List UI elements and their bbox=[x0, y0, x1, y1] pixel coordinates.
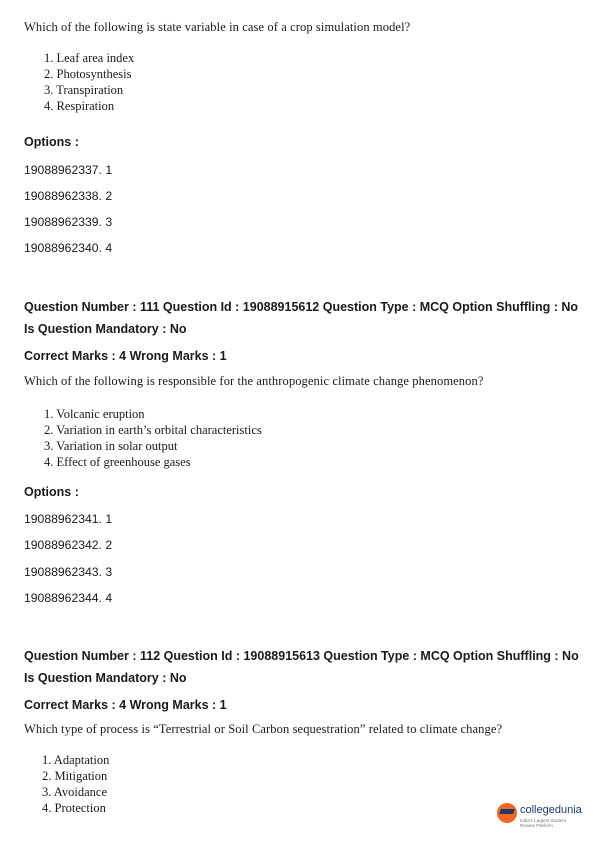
logo-name: collegedunia bbox=[520, 804, 582, 816]
question-marks: Correct Marks : 4 Wrong Marks : 1 bbox=[24, 698, 227, 712]
option-id: 19088962344. 4 bbox=[24, 591, 113, 605]
question-text: Which of the following is responsible for the anthropogenic climate change phenomenon? bbox=[24, 374, 484, 388]
option-id: 19088962342. 2 bbox=[24, 538, 113, 552]
option-id: 19088962339. 3 bbox=[24, 215, 113, 229]
choice-item: 3. Transpiration bbox=[44, 83, 124, 97]
choice-item: 4. Protection bbox=[42, 801, 106, 815]
choice-item: 2. Mitigation bbox=[42, 769, 108, 783]
options-label: Options : bbox=[24, 135, 79, 149]
graduation-cap-icon bbox=[497, 803, 517, 823]
choice-item: 3. Variation in solar output bbox=[44, 439, 178, 453]
option-id: 19088962340. 4 bbox=[24, 241, 113, 255]
option-id: 19088962341. 1 bbox=[24, 512, 113, 526]
choice-item: 2. Photosynthesis bbox=[44, 67, 132, 81]
choice-item: 1. Adaptation bbox=[42, 753, 110, 767]
question-text: Which type of process is “Terrestrial or Soil Carbon sequestration” related to climate change? bbox=[24, 722, 503, 736]
question-header: Question Number : 111 Question Id : 19088915612 Question Type : MCQ Option Shuffling : No bbox=[24, 300, 579, 314]
choice-item: 4. Effect of greenhouse gases bbox=[44, 455, 191, 469]
choice-item: 2. Variation in earth’s orbital characteristics bbox=[44, 423, 262, 437]
question-mandatory: Is Question Mandatory : No bbox=[24, 322, 187, 336]
choice-item: 1. Volcanic eruption bbox=[44, 407, 145, 421]
option-id: 19088962338. 2 bbox=[24, 189, 113, 203]
question-marks: Correct Marks : 4 Wrong Marks : 1 bbox=[24, 349, 227, 363]
choice-item: 1. Leaf area index bbox=[44, 51, 135, 65]
choice-list bbox=[42, 752, 109, 816]
question-header: Question Number : 112 Question Id : 19088915613 Question Type : MCQ Option Shuffling : No bbox=[24, 649, 579, 663]
option-id: 19088962343. 3 bbox=[24, 565, 113, 579]
choice-item: 3. Avoidance bbox=[42, 785, 108, 799]
question-mandatory: Is Question Mandatory : No bbox=[24, 671, 187, 685]
choice-list bbox=[44, 406, 262, 470]
choice-item: 4. Respiration bbox=[44, 99, 115, 113]
choice-list bbox=[44, 50, 134, 114]
options-label: Options : bbox=[24, 485, 79, 499]
option-id: 19088962337. 1 bbox=[24, 163, 113, 177]
question-text: Which of the following is state variable in case of a crop simulation model? bbox=[24, 20, 411, 34]
logo-tagline: India's Largest Student Review Platform bbox=[520, 818, 566, 828]
collegedunia-logo bbox=[497, 801, 582, 831]
